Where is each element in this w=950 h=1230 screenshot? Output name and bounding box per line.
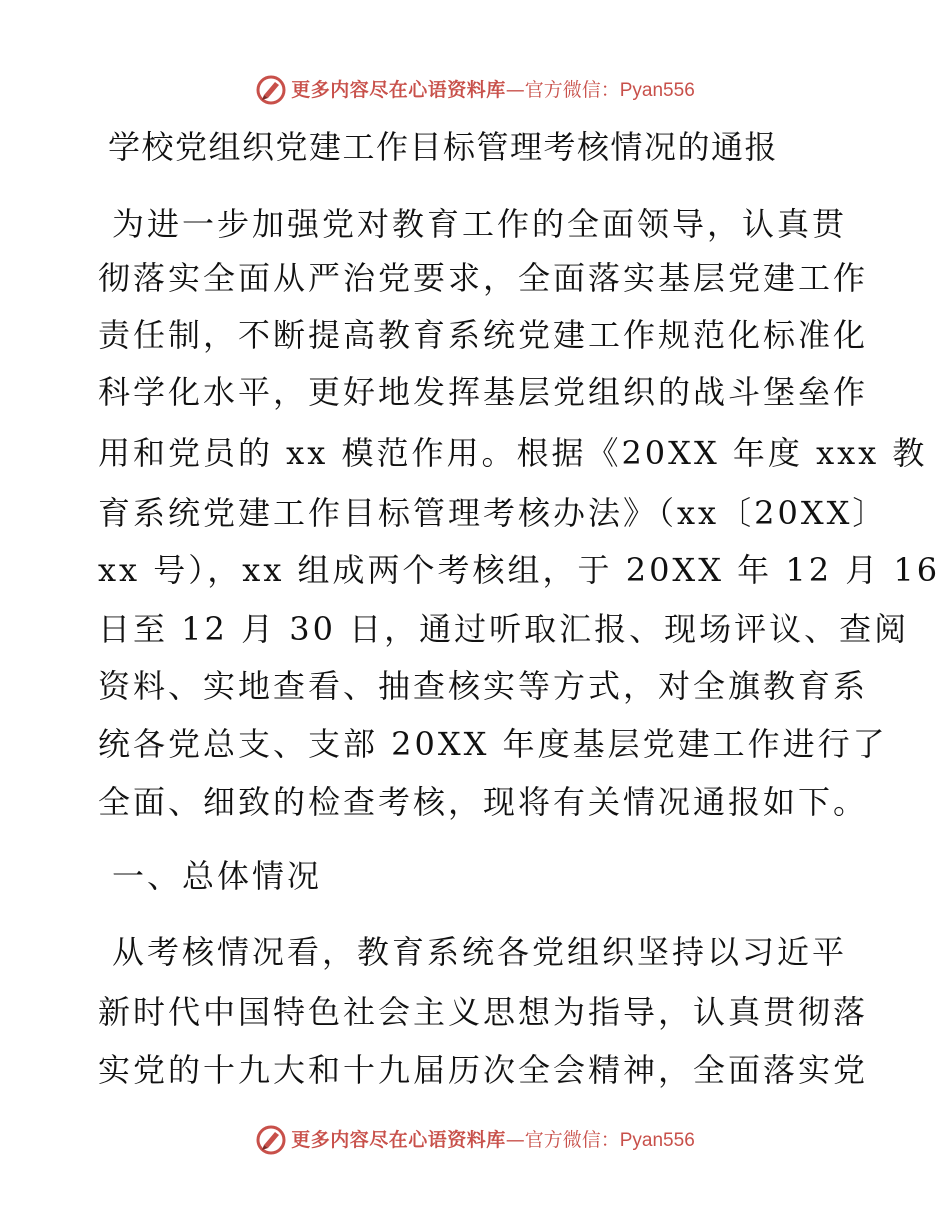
brand-logo-icon bbox=[255, 74, 287, 106]
paragraph-line: 全面、细致的检查考核，现将有关情况通报如下。 bbox=[98, 783, 869, 821]
paragraph-line: xx 号），xx 组成两个考核组，于 20XX 年 12 月 16 bbox=[98, 551, 941, 589]
paragraph-line: 责任制，不断提高教育系统党建工作规范化标准化 bbox=[98, 316, 869, 354]
paragraph-line: 科学化水平，更好地发挥基层党组织的战斗堡垒作 bbox=[98, 373, 869, 411]
watermark-brand-text: 更多内容尽在心语资料库 bbox=[291, 1128, 506, 1151]
watermark-label: 官方微信： bbox=[524, 78, 620, 101]
watermark-label: 官方微信： bbox=[524, 1128, 620, 1151]
paragraph-line: 为进一步加强党对教育工作的全面领导，认真贯 bbox=[112, 205, 848, 243]
paragraph-line: 资料、实地查看、抽查核实等方式，对全旗教育系 bbox=[98, 667, 869, 705]
paragraph-line: 用和党员的 xx 模范作用。根据《20XX 年度 xxx 教 bbox=[98, 434, 928, 472]
paragraph-line: 新时代中国特色社会主义思想为指导，认真贯彻落 bbox=[98, 993, 869, 1031]
watermark-handle: Pyan556 bbox=[619, 1129, 695, 1151]
footer-watermark bbox=[0, 1120, 950, 1160]
paragraph-line: 实党的十九大和十九届历次全会精神，全面落实党 bbox=[98, 1051, 869, 1089]
paragraph-line: 日至 12 月 30 日，通过听取汇报、现场评议、查阅 bbox=[98, 610, 910, 648]
watermark-separator: — bbox=[505, 1128, 525, 1151]
document-title: 学校党组织党建工作目标管理考核情况的通报 bbox=[108, 128, 779, 166]
paragraph-line: 从考核情况看，教育系统各党组织坚持以习近平 bbox=[112, 933, 848, 971]
paragraph-line: 彻落实全面从严治党要求，全面落实基层党建工作 bbox=[98, 259, 869, 297]
paragraph-line: 育系统党建工作目标管理考核办法》（xx〔20XX〕 bbox=[98, 494, 888, 532]
brand-logo-icon bbox=[255, 1124, 287, 1156]
watermark-separator: — bbox=[505, 78, 525, 101]
section-heading: 一、总体情况 bbox=[112, 857, 323, 895]
paragraph-line: 统各党总支、支部 20XX 年度基层党建工作进行了 bbox=[98, 725, 888, 763]
watermark-handle: Pyan556 bbox=[619, 79, 695, 101]
header-watermark bbox=[0, 70, 950, 110]
watermark-brand-text: 更多内容尽在心语资料库 bbox=[291, 78, 506, 101]
